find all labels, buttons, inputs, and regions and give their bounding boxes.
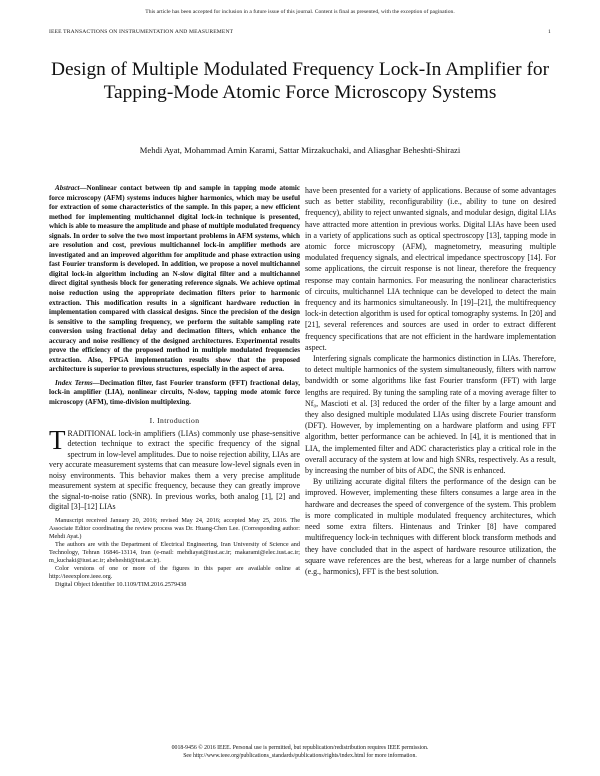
- acceptance-notice: This article has been accepted for inclusion in a future issue of this journal. Content is final as presented, with the exception of pagination.: [145, 9, 455, 15]
- author-list: Mehdi Ayat, Mohammad Amin Karami, Sattar Mirzakuchaki, and Aliasghar Beheshti-Shirazi: [139, 145, 461, 155]
- footnote-doi: Digital Object Identifier 10.1109/TIM.2016.2579438: [55, 581, 187, 589]
- index-terms: [49, 379, 300, 408]
- abstract: [49, 184, 300, 375]
- introduction-paragraph: [49, 425, 300, 512]
- drop-cap: T: [49, 425, 66, 456]
- footnote-manuscript: Manuscript received January 20, 2016; revised May 24, 2016; accepted May 25, 2016. The Associate Editor coordinating the review process was Dr. Huang-Chen Lee. (Corresponding author: Mehdi Ayat.): [49, 517, 300, 541]
- copyright-footer: [0, 744, 600, 760]
- paper-title: Design of Multiple Modulated Frequency Lock-In Amplifier for Tapping-Mode Atomic Force Microscopy Systems: [50, 59, 550, 103]
- section-heading-introduction: I. Introduction: [149, 415, 200, 425]
- footnote-affiliation: The authors are with the Department of Electrical Engineering, Iran University of Science and Technology, Tehran 16846-13114, Iran (e-mail: mehdiayat@iust.ac.ir; makarami@elec.iust.ac.ir; m_kuchaki@iust.ac.ir; abeheshti@iust.ac.ir).: [49, 541, 300, 565]
- left-column: [49, 184, 300, 589]
- abstract-text: —Nonlinear contact between tip and sample in tapping mode atomic force microscopy (AFM) systems induces higher harmonics, which may be useful for extraction of some characteristics of the sample. In this paper, a new efficient method for implementing multichannel digital lock-in technique is presented, which is able to measure the amplitude and phase of multiple modulated frequency signals. In order to solve the two most important problems in AFM systems, which are resolution and cost, previous multichannel lock-in amplifier methods are investigated and an improved algorithm for amplitude and phase extraction using fast Fourier transform is developed. In addition, we propose a novel multichannel digital lock-in algorithm including an N-slow digital filter and a multichannel direct digital synthesis block for generating reference signals. We achieve optimal noise reduction using the appropriate decimation filters prior to harmonic extraction. This modification results in a significant hardware reduction in implementation compared with classical designs. Since the precision of the design is sensitive to the sampling frequency, we perform the suitable sampling rate conversion using fractional delay and decimation filters, which enhance the accuracy and noise resiliency of the designed architectures. Experimental results prove the efficiency of the proposed method in multiple modulated frequencies extraction. Also, FPGA implementation results show that the proposed architecture is superior to previous structures, especially in the aspect of area.: [49, 184, 300, 374]
- journal-name: IEEE TRANSACTIONS ON INSTRUMENTATION AND MEASUREMENT: [49, 29, 234, 35]
- copyright-line: 0018-9456 © 2016 IEEE. Personal use is permitted, but republication/redistribution requires IEEE permission.: [171, 745, 429, 751]
- index-terms-lead: Index Terms: [55, 378, 93, 387]
- footnotes: [49, 517, 300, 589]
- index-terms-text: —Decimation filter, fast Fourier transform (FFT) fractional delay, lock-in amplifier (LIA), nonlinear circuits, N-slow, tapping mode atomic force microscopy (AFM), time-division multiplexing.: [49, 378, 301, 407]
- abstract-lead: Abstract: [55, 184, 80, 192]
- body-paragraph: By utilizing accurate digital filters the performance of the design can be improved. However, implementing these filters consumes a large area in the hardware and decreases the speed of convergence of the system. This problem is more complicated in multiple modulated frequency architectures, which need some extra filters. Hintenaus and Trinker [8] have compared multifrequency lock-in techniques with different block transform methods and they have concluded that in the aspect of hardware resource utilization, the square wave references are the best, whereas for a large number of channels (e.g., harmonics), FFT is the best solution.: [305, 477, 556, 576]
- page-number: 1: [548, 29, 551, 35]
- footnote-color: Color versions of one or more of the figures in this paper are available online at http://ieeexplore.ieee.org.: [49, 565, 300, 581]
- running-head: [49, 29, 551, 35]
- body-paragraph: Interfering signals complicate the harmonics distinction in LIAs. Therefore, to detect multiple harmonics of the system simultaneously, filters with narrow bandwidth or some algorithms like fast Fourier transform (FFT) with large lengths are required. By tuning the sampling rate of a moving average filter to Nf₀, Mascioti et al. [3] reduced the order of the filter by a large amount and they also designed multiple modulated LIAs using discrete Fourier transform (DFT). However, by implementing on a hardware platform and using FFT algorithm, better performance can be achieved. In [4], it is mentioned that in LIA, the implemented filter and ADC characteristics play a critical role in the overall accuracy of the system at low and high SNRs, respectively. As a result, by increasing the number of bits of ADC, the SNR is enhanced.: [305, 354, 556, 476]
- rights-link-line: See http://www.ieee.org/publications_standards/publications/rights/index.html for more information.: [183, 753, 417, 759]
- introduction-text: RADITIONAL lock-in amplifiers (LIAs) commonly use phase-sensitive detection technique to extract the specific frequency of the signal spectrum in low-level amplitudes. Due to noise rejection ability, LIAs are very accurate measurement systems that can measure low-level signals even in noisy environments. This behavior makes them a very precise amplitude measurement system at specific frequency, because they can greatly improve the signal-to-noise ratio (SNR). In previous works, both analog [1], [2] and digital [3]–[12] LIAs: [49, 429, 300, 511]
- right-column: [305, 185, 556, 577]
- body-paragraph: have been presented for a variety of applications. Because of some advantages such as better stability, reconfigurability (i.e., ability to tune on desired frequency), ability to reject unwanted signals, and modular design, digital LIAs have attracted more attention in previous works. Digital LIAs have been used in a variety of applications such as optical spectroscopy [13], tapping mode in atomic force microscopy (AFM), magnetometry, measuring multiple modulated frequency signals, and electrical impedance spectroscopy [14]. For some applications, the circuit response is not linear, therefore the frequency response may contain harmonics. For measuring the nonlinear characteristics of circuits, multichannel LIA technique can be developed to detect the main frequency and its harmonics simultaneously. In [19]–[21], the multifrequency lock-in detection algorithm is used for optical tomography systems. In [20] and [21], several references and sources are used in order to extract different frequency specifications that are not efficient in the hardware implementation aspect.: [305, 186, 556, 352]
